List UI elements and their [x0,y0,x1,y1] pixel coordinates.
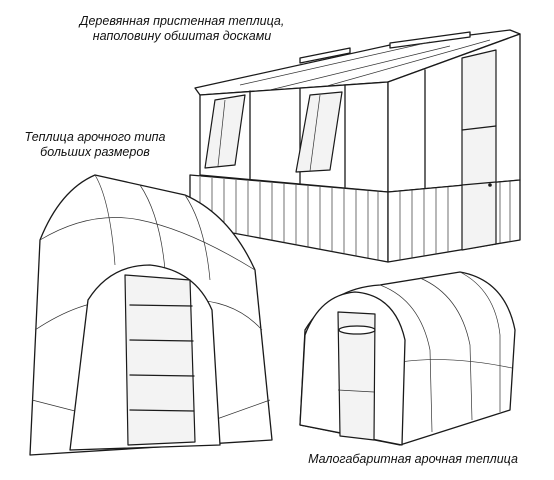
door-roll-icon [339,326,375,334]
lean-to-door [462,50,496,250]
lean-to-caption-line-1: Деревянная пристенная теплица, [79,14,285,28]
lean-to-caption-line-2: наполовину обшитая досками [92,29,272,43]
large-arch-caption-line-2: больших размеров [40,145,150,159]
small-arch-greenhouse-caption: Малогабаритная арочная теплица [308,452,518,466]
door-handle-icon [488,183,492,187]
lean-to-greenhouse-drawing [190,30,520,262]
large-arch-caption-line-1: Теплица арочного типа [24,130,166,144]
large-arch-door [125,275,195,445]
small-arch-greenhouse-drawing [300,272,515,445]
